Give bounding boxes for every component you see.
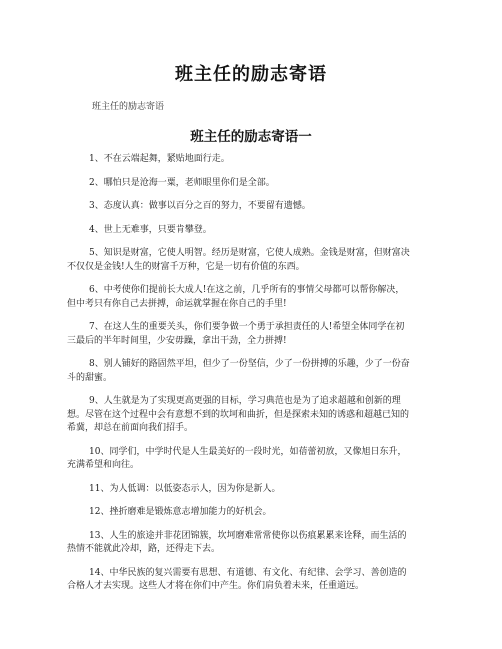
list-item: 14、中华民族的复兴需要有思想、有道德、有文化、有纪律、会学习、善创造的合格人才去实现。这些人才将在你们中产生。你们肩负着未来，任重道远。 xyxy=(67,567,407,591)
list-item: 13、人生的旅途并非花团锦簇，坎坷磨难常常使你以伤痕累累来诠释，而生活的热情不能就此冷却，路，还得走下去。 xyxy=(67,530,407,554)
list-item: 5、知识是财富，它使人明智。经历是财富，它使人成熟。金钱是财富，但财富决不仅仅是金钱!人生的财富千万种，它是一切有价值的东西。 xyxy=(67,248,410,272)
list-item: 7、在这人生的重要关头，你们要争做一个勇于承担责任的人!希望全体同学在初三最后的半年时间里，少安毋躁，拿出干劲，全力拼搏! xyxy=(67,322,405,346)
document-title: 班主任的励志寄语 xyxy=(175,64,327,85)
list-item: 8、别人铺好的路固然平坦，但少了一份坚信，少了一份拼搏的乐趣，少了一份奋斗的甜蜜。 xyxy=(67,359,410,383)
section-heading: 班主任的励志寄语一 xyxy=(190,129,312,145)
list-item: 12、挫折磨难是锻炼意志增加能力的好机会。 xyxy=(89,507,272,517)
list-item: 1、不在云端起舞，紧贴地面行走。 xyxy=(89,154,230,164)
document-subtitle: 班主任的励志寄语 xyxy=(92,102,165,112)
list-item: 9、人生就是为了实现更高更强的目标，学习典范也是为了追求超越和创新的理想。尽管在这个过程中会有意想不到的坎坷和曲折，但是探索未知的诱惑和超越已知的希冀，却总在前面向我们招手。 xyxy=(67,396,410,433)
list-item: 6、中考使你们提前长大成人!在这之前，几乎所有的事情父母都可以帮你解决，但中考只有你自己去拼搏，命运就掌握在你自己的手里! xyxy=(67,285,405,309)
list-item: 11、为人低调：以低姿态示人，因为你是新人。 xyxy=(89,483,281,494)
quote-list xyxy=(67,153,412,604)
list-item: 2、哪怕只是沧海一粟，老师眼里你们是全部。 xyxy=(89,177,275,188)
list-item: 4、世上无难事，只要肯攀登。 xyxy=(89,224,212,235)
list-item: 3、态度认真：做事以百分之百的努力，不要留有遗憾。 xyxy=(89,201,311,211)
list-item: 10、同学们，中学时代是人生最美好的一段时光，如蓓蕾初放，又像旭日东升，充满希望和向往。 xyxy=(67,446,407,470)
